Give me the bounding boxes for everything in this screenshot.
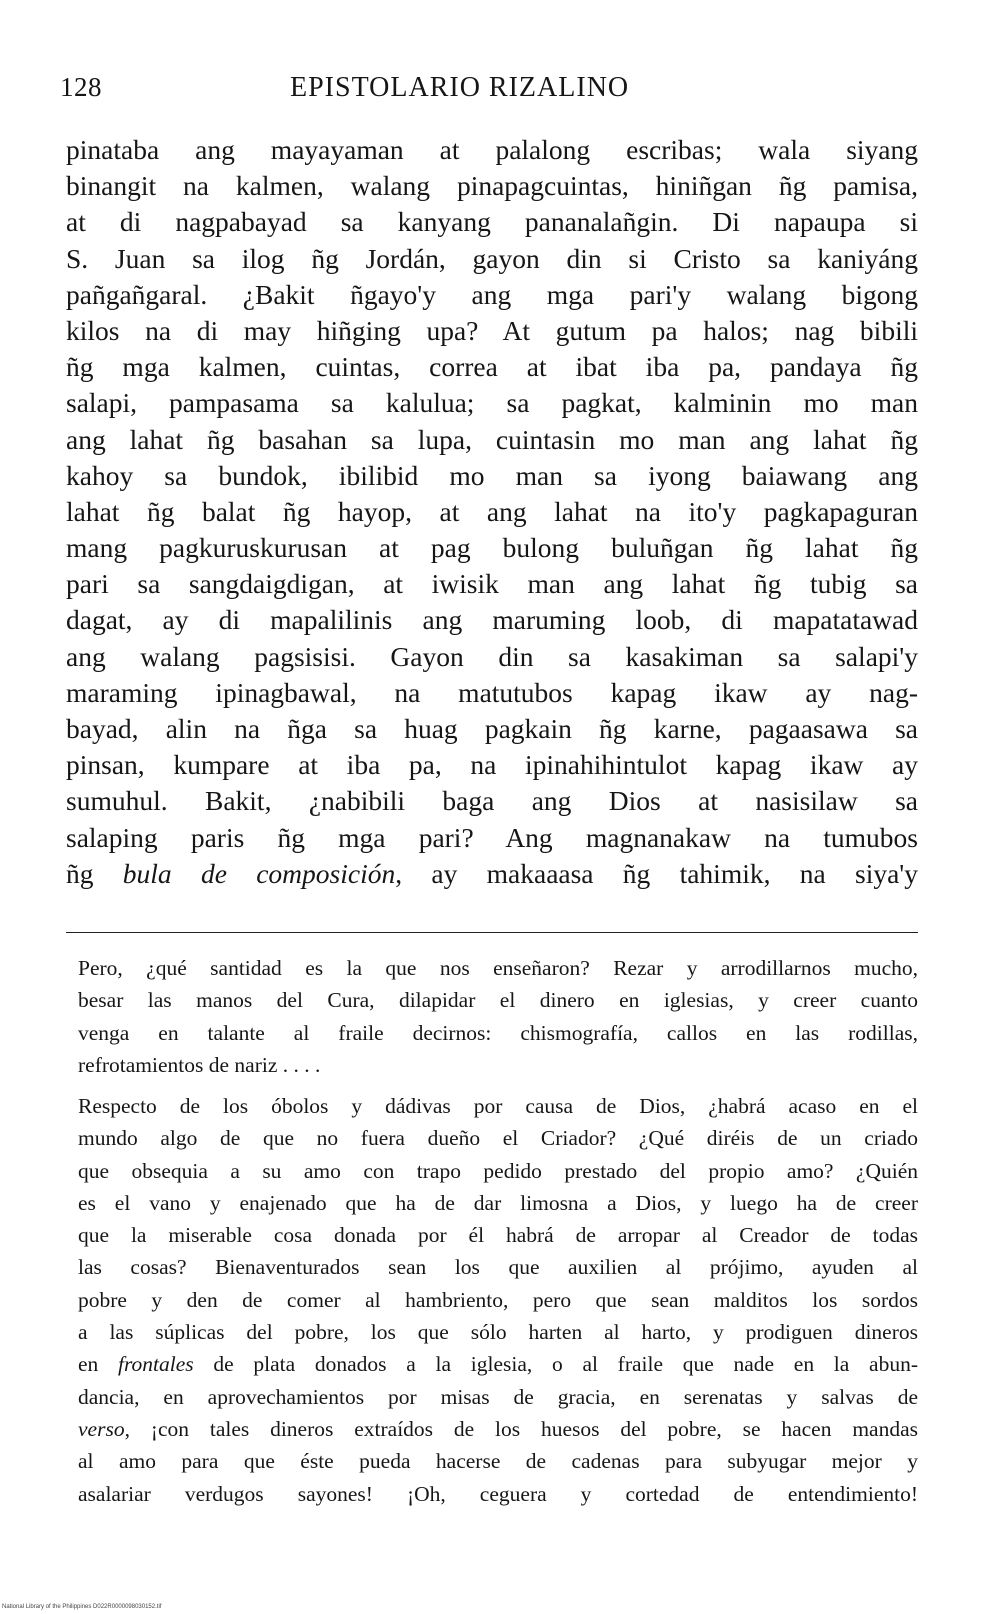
page-header: [60, 72, 930, 116]
italic-word: frontales: [118, 1352, 194, 1377]
main-text-line: sumuhul. Bakit, ¿nabibili baga ang Dios at nasisilaw sa: [66, 785, 918, 817]
main-text-line: kilos na di may hiñging upa? At gutum pa halos; nag bibili: [66, 314, 918, 346]
footnote-line: [78, 1348, 918, 1380]
main-text-fragment: , ay makaaasa ñg tahimik, na siya'y: [395, 857, 919, 889]
main-text-line: ang walang pagsisisi. Gayon din sa kasakiman sa salapi'y: [66, 640, 918, 672]
footnote-line: venga en talante al fraile decirnos: chismografía, callos en las rodillas,: [78, 1020, 918, 1045]
footnote-line: mundo algo de que no fuera dueño el Criador? ¿Qué diréis de un criado: [78, 1126, 918, 1151]
footnote-line: besar las manos del Cura, dilapidar el dinero en iglesias, y creer cuanto: [78, 988, 918, 1013]
main-text: [66, 132, 918, 892]
footnote-line: las cosas? Bienaventurados sean los que auxilien al prójimo, ayuden al: [78, 1255, 918, 1280]
footnote-line: refrotamientos de nariz . . . .: [78, 1052, 321, 1077]
scan-credit: National Library of the Philippines D022R0000098030152.tif: [2, 1604, 162, 1610]
main-text-line: binangit na kalmen, walang pinapagcuintas, hiniñgan ñg pamisa,: [66, 170, 918, 202]
main-text-fragment: ñg: [66, 857, 123, 889]
footnote-fragment: en: [78, 1352, 119, 1377]
footnote-fragment: , ¡con tales dineros extraídos de los huesos del pobre, se hacen mandas: [124, 1416, 918, 1441]
main-text-line: ñg mga kalmen, cuintas, correa at ibat iba pa, pandaya ñg: [66, 351, 918, 383]
footnote-line: dancia, en aprovechamientos por misas de gracia, en serenatas y salvas de: [78, 1384, 918, 1409]
italic-word: verso: [78, 1416, 125, 1441]
footnote-line: que obsequia a su amo con trapo pedido prestado del propio amo? ¿Quién: [78, 1158, 918, 1183]
main-text-line: [66, 856, 918, 892]
main-text-line: dagat, ay di mapalilinis ang maruming loob, di mapatatawad: [66, 604, 918, 636]
main-text-line: lahat ñg balat ñg hayop, at ang lahat na ito'y pagkapaguran: [66, 495, 918, 527]
footnote-line: Respecto de los óbolos y dádivas por causa de Dios, ¿habrá acaso en el: [78, 1094, 918, 1118]
main-text-line: pinsan, kumpare at iba pa, na ipinahihintulot kapag ikaw ay: [66, 749, 918, 781]
footnote-line: a las súplicas del pobre, los que sólo harten al harto, y prodiguen dineros: [78, 1320, 918, 1345]
main-text-line: at di nagpabayad sa kanyang pananalañgin. Di napaupa si: [66, 206, 918, 238]
main-text-line: kahoy sa bundok, ibilibid mo man sa iyong baiawang ang: [66, 459, 918, 491]
main-text-line: pañgañgaral. ¿Bakit ñgayo'y ang mga pari'y walang bigong: [66, 278, 918, 310]
main-text-line: S. Juan sa ilog ñg Jordán, gayon din si Cristo sa kaniyáng: [66, 242, 918, 274]
main-text-line: maraming ipinagbawal, na matutubos kapag ikaw ay nag-: [66, 676, 918, 708]
main-text-line: pinataba ang mayayaman at palalong escribas; wala siyang: [66, 134, 918, 165]
footnote-divider: [66, 932, 918, 933]
footnote-line: que la miserable cosa donada por él habrá de arropar al Creador de todas: [78, 1223, 918, 1248]
footnote-line: es el vano y enajenado que ha de dar limosna a Dios, y luego ha de creer: [78, 1190, 918, 1215]
footnote-line: al amo para que éste pueda hacerse de cadenas para subyugar mejor y: [78, 1449, 918, 1474]
footnote-line: asalariar verdugos sayones! ¡Oh, ceguera y cortedad de entendimiento!: [78, 1481, 918, 1506]
footnote-1: [78, 952, 918, 1081]
main-text-line: ang lahat ñg basahan sa lupa, cuintasin mo man ang lahat ñg: [66, 423, 918, 455]
footnote-line: Pero, ¿qué santidad es la que nos enseñaron? Rezar y arrodillarnos mucho,: [78, 956, 918, 980]
main-text-line: bayad, alin na ñga sa huag pagkain ñg karne, pagaasawa sa: [66, 713, 918, 744]
footnote-2: [78, 1090, 918, 1510]
main-text-line: salaping paris ñg mga pari? Ang magnanakaw na tumubos: [66, 821, 918, 853]
footnote-line: [78, 1413, 918, 1445]
page-number: 128: [60, 72, 102, 102]
footnote-fragment: de plata donados a la iglesia, o al fraile que nade en la abun-: [193, 1352, 918, 1377]
main-text-line: mang pagkuruskurusan at pag bulong buluñgan ñg lahat ñg: [66, 532, 918, 564]
running-title: EPISTOLARIO RIZALINO: [290, 72, 630, 103]
footnote-line: pobre y den de comer al hambriento, pero que sean malditos los sordos: [78, 1287, 918, 1312]
italic-phrase: bula de composición: [122, 857, 396, 889]
main-text-line: pari sa sangdaigdigan, at iwisik man ang lahat ñg tubig sa: [66, 568, 918, 600]
main-text-line: salapi, pampasama sa kalulua; sa pagkat, kalminin mo man: [66, 387, 918, 419]
